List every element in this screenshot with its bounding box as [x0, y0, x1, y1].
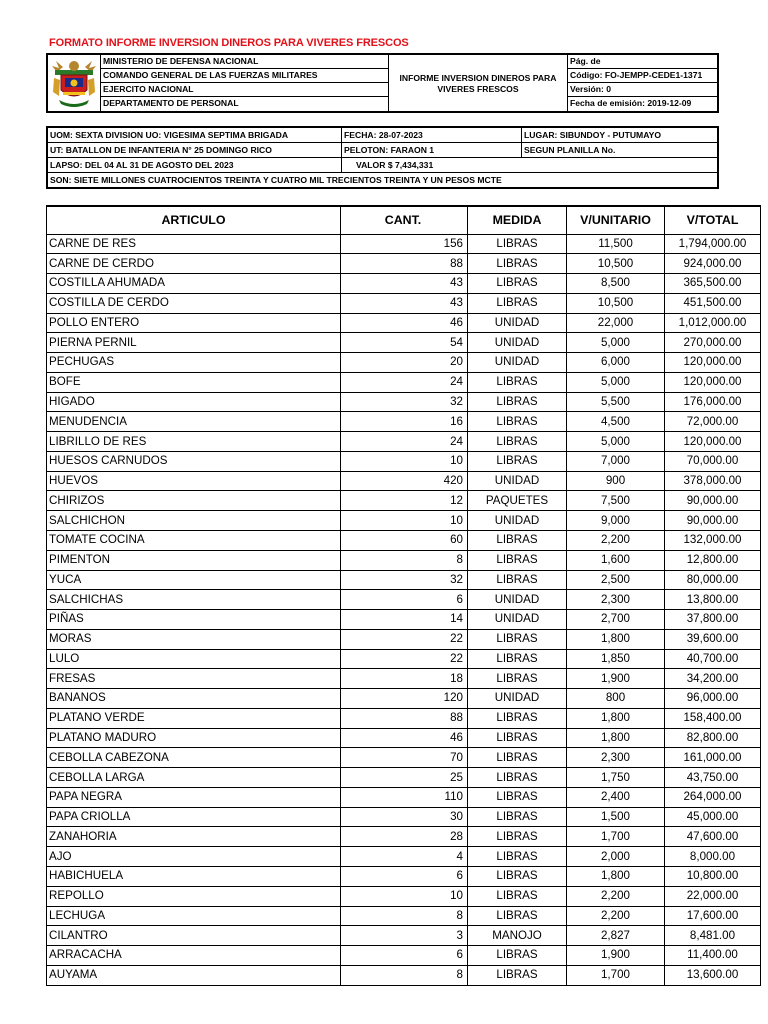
item-unit: UNIDAD	[468, 511, 567, 531]
item-unit-price: 2,400	[567, 787, 665, 807]
item-unit: LIBRAS	[468, 708, 567, 728]
item-total: 270,000.00	[665, 333, 761, 353]
item-name: CEBOLLA LARGA	[47, 768, 341, 788]
item-quantity: 120	[341, 689, 468, 709]
item-unit-price: 800	[567, 689, 665, 709]
item-unit: LIBRAS	[468, 629, 567, 649]
item-name: PIMENTON	[47, 550, 341, 570]
item-quantity: 88	[341, 254, 468, 274]
item-unit-price: 2,300	[567, 748, 665, 768]
table-row	[47, 827, 761, 847]
item-unit-price: 2,700	[567, 610, 665, 630]
item-unit-price: 1,500	[567, 807, 665, 827]
table-row	[47, 946, 761, 966]
item-total: 10,800.00	[665, 867, 761, 887]
item-name: ARRACACHA	[47, 946, 341, 966]
amount-in-words: SON: SIETE MILLONES CUATROCIENTOS TREINTA Y CUATRO MIL TRECIENTOS TREINTA Y UN PESOS MCTE	[50, 175, 502, 185]
table-row	[47, 926, 761, 946]
item-unit: PAQUETES	[468, 491, 567, 511]
item-quantity: 16	[341, 412, 468, 432]
item-unit: LIBRAS	[468, 768, 567, 788]
unit-uom: UOM: SEXTA DIVISION UO: VIGESIMA SEPTIMA BRIGADA	[48, 128, 342, 142]
item-unit-price: 1,900	[567, 946, 665, 966]
header-medida: MEDIDA	[468, 206, 567, 234]
item-name: TOMATE COCINA	[47, 530, 341, 550]
item-name: COSTILLA DE CERDO	[47, 293, 341, 313]
item-name: SALCHICHAS	[47, 590, 341, 610]
info-row	[48, 173, 717, 188]
item-total: 1,012,000.00	[665, 313, 761, 333]
item-unit-price: 2,200	[567, 530, 665, 550]
items-body	[47, 234, 761, 985]
info-row	[48, 143, 717, 158]
item-total: 17,600.00	[665, 906, 761, 926]
item-quantity: 25	[341, 768, 468, 788]
item-name: CARNE DE RES	[47, 234, 341, 254]
form-title: FORMATO INFORME INVERSION DINEROS PARA VIVERES FRESCOS	[49, 37, 409, 49]
header-valor-total: V/TOTAL	[665, 206, 761, 234]
item-unit-price: 5,000	[567, 372, 665, 392]
item-quantity: 46	[341, 313, 468, 333]
header-articulo: ARTICULO	[47, 206, 341, 234]
item-unit: LIBRAS	[468, 669, 567, 689]
table-row	[47, 511, 761, 531]
table-row	[47, 867, 761, 887]
item-total: 11,400.00	[665, 946, 761, 966]
item-quantity: 24	[341, 372, 468, 392]
item-total: 70,000.00	[665, 451, 761, 471]
item-name: CEBOLLA CABEZONA	[47, 748, 341, 768]
item-name: PECHUGAS	[47, 353, 341, 373]
item-unit: LIBRAS	[468, 906, 567, 926]
item-unit: LIBRAS	[468, 867, 567, 887]
item-name: CHIRIZOS	[47, 491, 341, 511]
item-name: HABICHUELA	[47, 867, 341, 887]
item-unit: LIBRAS	[468, 451, 567, 471]
item-unit: LIBRAS	[468, 946, 567, 966]
item-unit-price: 8,500	[567, 274, 665, 294]
item-unit-price: 2,200	[567, 906, 665, 926]
item-name: YUCA	[47, 570, 341, 590]
item-unit: LIBRAS	[468, 432, 567, 452]
document-meta	[568, 55, 717, 111]
items-table	[46, 205, 761, 986]
org-line: DEPARTAMENTO DE PERSONAL	[103, 98, 239, 108]
item-unit: UNIDAD	[468, 689, 567, 709]
table-row	[47, 649, 761, 669]
item-unit-price: 5,500	[567, 392, 665, 412]
item-unit: LIBRAS	[468, 550, 567, 570]
item-unit-price: 2,827	[567, 926, 665, 946]
item-quantity: 8	[341, 906, 468, 926]
item-unit: UNIDAD	[468, 471, 567, 491]
item-unit-price: 1,600	[567, 550, 665, 570]
item-name: PIÑAS	[47, 610, 341, 630]
item-name: COSTILLA AHUMADA	[47, 274, 341, 294]
item-unit-price: 1,900	[567, 669, 665, 689]
item-quantity: 3	[341, 926, 468, 946]
info-row	[48, 128, 717, 143]
item-name: SALCHICHON	[47, 511, 341, 531]
item-total: 365,500.00	[665, 274, 761, 294]
item-quantity: 8	[341, 550, 468, 570]
item-unit-price: 1,700	[567, 965, 665, 985]
organization-block	[101, 55, 388, 111]
report-date: FECHA: 28-07-2023	[342, 128, 522, 142]
item-total: 39,600.00	[665, 629, 761, 649]
item-total: 80,000.00	[665, 570, 761, 590]
item-unit-price: 6,000	[567, 353, 665, 373]
total-value: VALOR $ 7,434,331	[356, 160, 434, 170]
item-unit-price: 900	[567, 471, 665, 491]
item-unit: LIBRAS	[468, 234, 567, 254]
item-quantity: 4	[341, 847, 468, 867]
item-quantity: 156	[341, 234, 468, 254]
item-unit-price: 10,500	[567, 254, 665, 274]
table-row	[47, 807, 761, 827]
item-quantity: 32	[341, 570, 468, 590]
item-unit-price: 10,500	[567, 293, 665, 313]
item-unit: LIBRAS	[468, 965, 567, 985]
item-quantity: 10	[341, 886, 468, 906]
item-unit-price: 2,000	[567, 847, 665, 867]
item-name: CILANTRO	[47, 926, 341, 946]
item-quantity: 10	[341, 451, 468, 471]
issue-date: Fecha de emisión: 2019-12-09	[570, 98, 692, 108]
item-unit-price: 1,800	[567, 728, 665, 748]
item-quantity: 10	[341, 511, 468, 531]
table-row	[47, 768, 761, 788]
item-total: 12,800.00	[665, 550, 761, 570]
item-unit: UNIDAD	[468, 333, 567, 353]
item-quantity: 70	[341, 748, 468, 768]
table-row	[47, 787, 761, 807]
item-unit-price: 1,800	[567, 867, 665, 887]
item-total: 8,481.00	[665, 926, 761, 946]
table-row	[47, 590, 761, 610]
item-unit: LIBRAS	[468, 570, 567, 590]
table-row	[47, 471, 761, 491]
item-total: 8,000.00	[665, 847, 761, 867]
item-total: 120,000.00	[665, 432, 761, 452]
item-unit-price: 1,800	[567, 708, 665, 728]
item-unit: LIBRAS	[468, 530, 567, 550]
table-row	[47, 906, 761, 926]
item-name: MORAS	[47, 629, 341, 649]
item-unit: LIBRAS	[468, 847, 567, 867]
item-quantity: 60	[341, 530, 468, 550]
item-unit: LIBRAS	[468, 274, 567, 294]
item-total: 47,600.00	[665, 827, 761, 847]
table-row	[47, 274, 761, 294]
table-row	[47, 728, 761, 748]
table-row	[47, 748, 761, 768]
item-unit: LIBRAS	[468, 807, 567, 827]
item-total: 120,000.00	[665, 353, 761, 373]
item-unit-price: 9,000	[567, 511, 665, 531]
item-unit-price: 1,850	[567, 649, 665, 669]
item-quantity: 32	[341, 392, 468, 412]
item-unit: UNIDAD	[468, 610, 567, 630]
item-total: 22,000.00	[665, 886, 761, 906]
item-quantity: 22	[341, 649, 468, 669]
item-total: 43,750.00	[665, 768, 761, 788]
item-name: AUYAMA	[47, 965, 341, 985]
report-info	[46, 126, 719, 189]
table-row	[47, 708, 761, 728]
table-row	[47, 313, 761, 333]
item-total: 264,000.00	[665, 787, 761, 807]
item-name: REPOLLO	[47, 886, 341, 906]
item-unit-price: 4,500	[567, 412, 665, 432]
table-row	[47, 234, 761, 254]
item-quantity: 6	[341, 867, 468, 887]
item-unit-price: 1,800	[567, 629, 665, 649]
item-unit: LIBRAS	[468, 412, 567, 432]
item-name: HIGADO	[47, 392, 341, 412]
item-name: ZANAHORIA	[47, 827, 341, 847]
info-row	[48, 158, 717, 173]
item-name: HUESOS CARNUDOS	[47, 451, 341, 471]
item-total: 82,800.00	[665, 728, 761, 748]
table-row	[47, 550, 761, 570]
item-unit: MANOJO	[468, 926, 567, 946]
item-unit-price: 2,500	[567, 570, 665, 590]
item-unit: LIBRAS	[468, 748, 567, 768]
item-name: PAPA NEGRA	[47, 787, 341, 807]
table-row	[47, 570, 761, 590]
table-row	[47, 530, 761, 550]
table-row	[47, 372, 761, 392]
item-total: 45,000.00	[665, 807, 761, 827]
army-crest-icon	[51, 58, 97, 108]
item-total: 120,000.00	[665, 372, 761, 392]
item-name: HUEVOS	[47, 471, 341, 491]
item-unit: LIBRAS	[468, 827, 567, 847]
table-row	[47, 629, 761, 649]
item-name: CARNE DE CERDO	[47, 254, 341, 274]
item-unit-price: 2,200	[567, 886, 665, 906]
item-name: LIBRILLO DE RES	[47, 432, 341, 452]
header-valor-unitario: V/UNITARIO	[567, 206, 665, 234]
table-row	[47, 491, 761, 511]
item-total: 13,800.00	[665, 590, 761, 610]
item-total: 90,000.00	[665, 491, 761, 511]
org-line: MINISTERIO DE DEFENSA NACIONAL	[101, 55, 388, 69]
item-quantity: 110	[341, 787, 468, 807]
item-unit: UNIDAD	[468, 590, 567, 610]
table-row	[47, 254, 761, 274]
table-row	[47, 392, 761, 412]
table-row	[47, 353, 761, 373]
item-unit-price: 7,000	[567, 451, 665, 471]
item-unit: LIBRAS	[468, 254, 567, 274]
item-name: POLLO ENTERO	[47, 313, 341, 333]
item-total: 40,700.00	[665, 649, 761, 669]
item-total: 72,000.00	[665, 412, 761, 432]
table-row	[47, 610, 761, 630]
page-number: Pág. de	[568, 55, 717, 69]
item-total: 924,000.00	[665, 254, 761, 274]
table-row	[47, 293, 761, 313]
item-quantity: 28	[341, 827, 468, 847]
item-name: FRESAS	[47, 669, 341, 689]
item-unit: LIBRAS	[468, 649, 567, 669]
item-quantity: 14	[341, 610, 468, 630]
item-total: 161,000.00	[665, 748, 761, 768]
item-name: AJO	[47, 847, 341, 867]
item-unit-price: 1,700	[567, 827, 665, 847]
item-name: PIERNA PERNIL	[47, 333, 341, 353]
item-name: MENUDENCIA	[47, 412, 341, 432]
table-row	[47, 412, 761, 432]
army-crest-logo	[48, 55, 101, 111]
item-quantity: 12	[341, 491, 468, 511]
item-unit-price: 5,000	[567, 432, 665, 452]
item-quantity: 46	[341, 728, 468, 748]
item-quantity: 30	[341, 807, 468, 827]
report-place: LUGAR: SIBUNDOY - PUTUMAYO	[524, 130, 662, 140]
org-line: EJERCITO NACIONAL	[101, 83, 388, 97]
item-unit-price: 11,500	[567, 234, 665, 254]
table-row	[47, 432, 761, 452]
org-line: COMANDO GENERAL DE LAS FUERZAS MILITARES	[101, 69, 388, 83]
item-quantity: 43	[341, 293, 468, 313]
item-total: 1,794,000.00	[665, 234, 761, 254]
table-row	[47, 333, 761, 353]
header-cantidad: CANT.	[341, 206, 468, 234]
item-quantity: 6	[341, 946, 468, 966]
table-row	[47, 669, 761, 689]
item-total: 378,000.00	[665, 471, 761, 491]
item-unit: UNIDAD	[468, 313, 567, 333]
item-name: BOFE	[47, 372, 341, 392]
item-unit-price: 5,000	[567, 333, 665, 353]
item-unit-price: 1,750	[567, 768, 665, 788]
table-row	[47, 689, 761, 709]
item-quantity: 24	[341, 432, 468, 452]
item-unit: LIBRAS	[468, 392, 567, 412]
item-name: LULO	[47, 649, 341, 669]
item-unit: LIBRAS	[468, 886, 567, 906]
item-unit: LIBRAS	[468, 728, 567, 748]
item-quantity: 18	[341, 669, 468, 689]
item-total: 13,600.00	[665, 965, 761, 985]
document-code: Código: FO-JEMPP-CEDE1-1371	[568, 69, 717, 83]
item-total: 34,200.00	[665, 669, 761, 689]
item-unit: LIBRAS	[468, 372, 567, 392]
item-total: 132,000.00	[665, 530, 761, 550]
item-total: 96,000.00	[665, 689, 761, 709]
item-name: PLATANO VERDE	[47, 708, 341, 728]
period: LAPSO: DEL 04 AL 31 DE AGOSTO DEL 2023	[48, 158, 342, 172]
item-total: 451,500.00	[665, 293, 761, 313]
item-total: 176,000.00	[665, 392, 761, 412]
table-row	[47, 847, 761, 867]
table-row	[47, 965, 761, 985]
document-title: INFORME INVERSION DINEROS PARA VIVERES FRESCOS	[388, 55, 568, 111]
planilla-ref: SEGUN PLANILLA No.	[524, 145, 616, 155]
item-name: PAPA CRIOLLA	[47, 807, 341, 827]
item-name: PLATANO MADURO	[47, 728, 341, 748]
platoon: PELOTON: FARAON 1	[342, 143, 522, 157]
document-version: Versión: 0	[568, 83, 717, 97]
table-row	[47, 451, 761, 471]
item-quantity: 54	[341, 333, 468, 353]
item-unit-price: 2,300	[567, 590, 665, 610]
table-row	[47, 886, 761, 906]
item-unit: LIBRAS	[468, 293, 567, 313]
item-quantity: 88	[341, 708, 468, 728]
item-name: BANANOS	[47, 689, 341, 709]
table-header-row	[47, 206, 761, 234]
item-total: 37,800.00	[665, 610, 761, 630]
item-quantity: 8	[341, 965, 468, 985]
item-quantity: 43	[341, 274, 468, 294]
item-unit: LIBRAS	[468, 787, 567, 807]
item-name: LECHUGA	[47, 906, 341, 926]
document-header	[46, 53, 719, 113]
item-total: 158,400.00	[665, 708, 761, 728]
item-unit-price: 22,000	[567, 313, 665, 333]
item-unit-price: 7,500	[567, 491, 665, 511]
item-quantity: 420	[341, 471, 468, 491]
item-quantity: 6	[341, 590, 468, 610]
unit-ut: UT: BATALLON DE INFANTERIA N° 25 DOMINGO RICO	[48, 143, 342, 157]
item-unit: UNIDAD	[468, 353, 567, 373]
item-total: 90,000.00	[665, 511, 761, 531]
item-quantity: 20	[341, 353, 468, 373]
item-quantity: 22	[341, 629, 468, 649]
